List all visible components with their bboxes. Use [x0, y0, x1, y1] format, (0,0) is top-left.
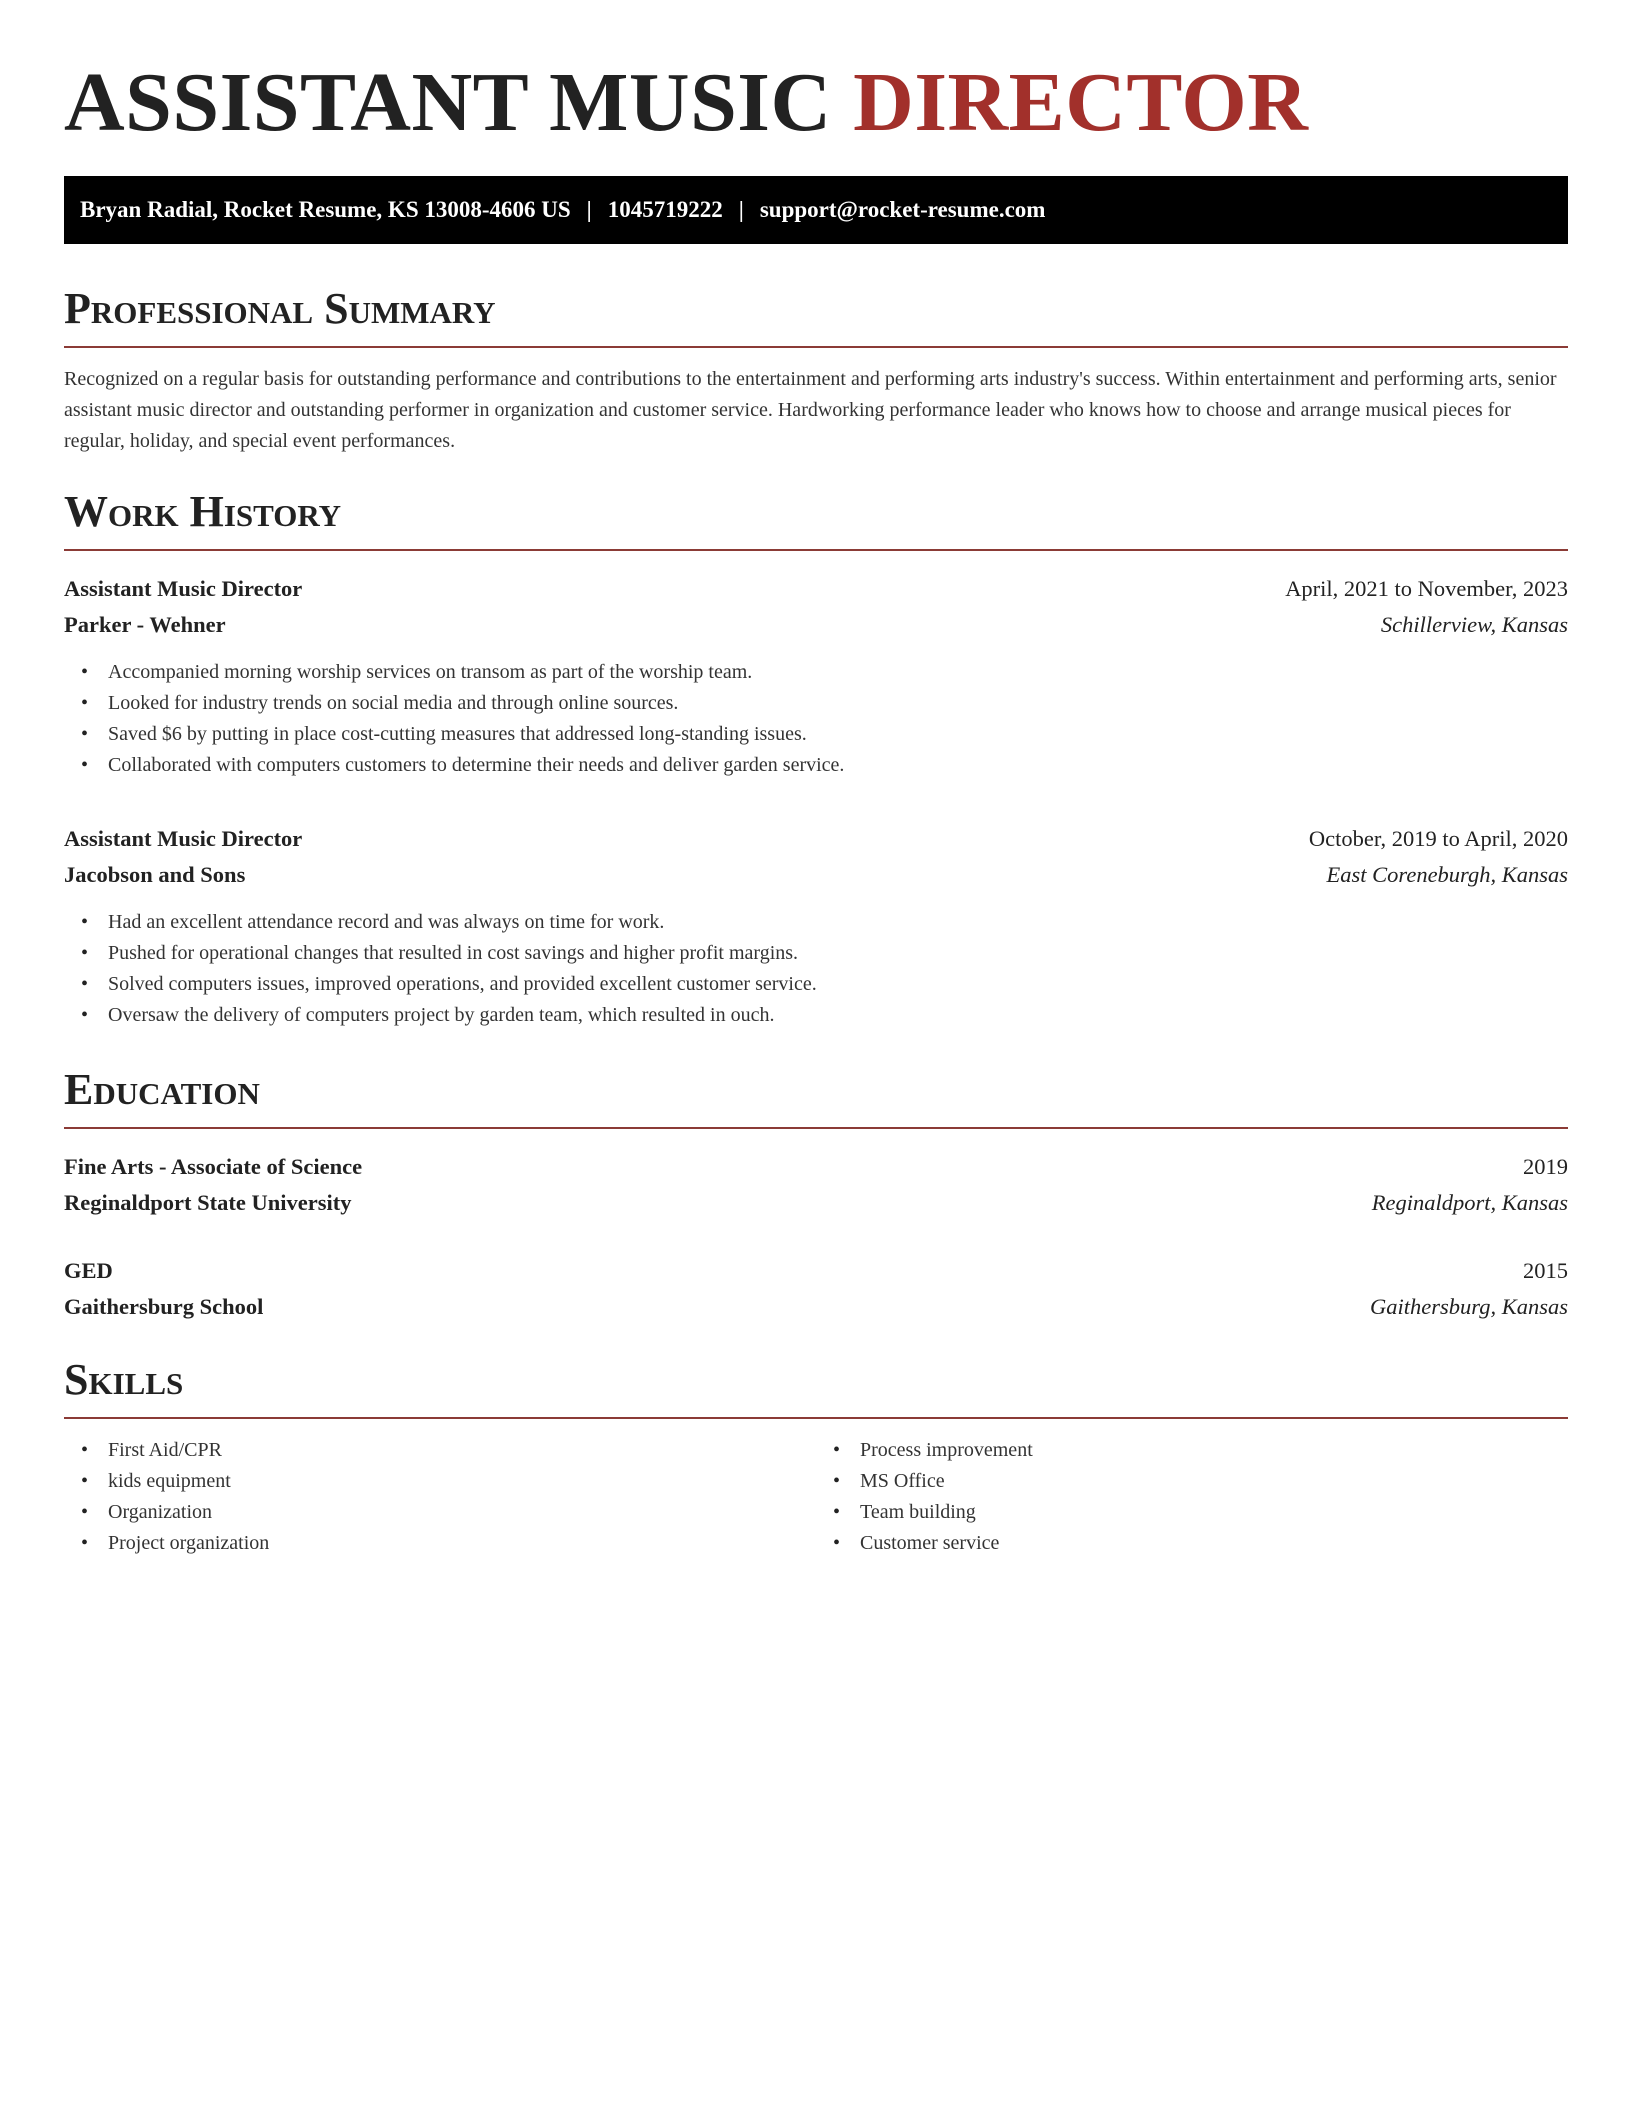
job-company-row	[64, 607, 1568, 643]
list-item: • Customer service	[860, 1528, 1568, 1559]
edu-degree-row	[64, 1149, 1568, 1185]
skills-list	[64, 1435, 1568, 1559]
list-item: • Solved computers issues, improved operations, and provided excellent customer service.	[108, 969, 1568, 1000]
job-title-row	[64, 571, 1568, 607]
skills-column-left	[64, 1435, 816, 1559]
edu-school-row	[64, 1289, 1568, 1325]
edu-school: Reginaldport State University	[64, 1190, 352, 1215]
job-location: Schillerview, Kansas	[1380, 612, 1568, 637]
skills-heading: Skills	[64, 1355, 1568, 1419]
contact-separator: |	[738, 197, 744, 222]
contact-email[interactable]: support@rocket-resume.com	[759, 197, 1046, 222]
contact-phone: 1045719222	[607, 197, 723, 222]
skills-bullets	[64, 1435, 816, 1559]
job-entry	[64, 571, 1568, 781]
list-item: • Pushed for operational changes that resulted in cost savings and higher profit margins.	[108, 938, 1568, 969]
title-main: ASSISTANT MUSIC	[64, 56, 832, 149]
job-title: Assistant Music Director	[64, 576, 303, 601]
list-item: • MS Office	[860, 1466, 1568, 1497]
edu-school-row	[64, 1185, 1568, 1221]
edu-school: Gaithersburg School	[64, 1294, 264, 1319]
education-entry	[64, 1149, 1568, 1221]
job-entry	[64, 821, 1568, 1031]
summary-text: Recognized on a regular basis for outstanding performance and contributions to the entertainment and performing arts industry's success. Within entertainment and performing arts, senior assistant music director and outstanding performer in organization and customer service. Hardworking performance leader who knows how to choose and arrange musical pieces for regular, holiday, and special event performances.	[64, 368, 1557, 452]
education-heading: Education	[64, 1065, 1568, 1129]
edu-location: Gaithersburg, Kansas	[1370, 1294, 1568, 1319]
list-item: • Collaborated with computers customers to determine their needs and deliver garden service.	[108, 750, 1568, 781]
edu-year: 2015	[1523, 1258, 1568, 1283]
job-title: Assistant Music Director	[64, 826, 303, 851]
list-item: • Accompanied morning worship services on transom as part of the worship team.	[108, 657, 1568, 688]
edu-degree: GED	[64, 1258, 113, 1283]
job-dates: April, 2021 to November, 2023	[1285, 576, 1568, 601]
edu-degree-row	[64, 1253, 1568, 1289]
job-company: Parker - Wehner	[64, 612, 226, 637]
job-bullets	[64, 907, 1568, 1031]
job-company: Jacobson and Sons	[64, 862, 246, 887]
list-item: • Organization	[108, 1497, 816, 1528]
edu-location: Reginaldport, Kansas	[1371, 1190, 1568, 1215]
list-item: • Team building	[860, 1497, 1568, 1528]
list-item: • Oversaw the delivery of computers project by garden team, which resulted in ouch.	[108, 1000, 1568, 1031]
list-item: • Had an excellent attendance record and was always on time for work.	[108, 907, 1568, 938]
job-bullets	[64, 657, 1568, 781]
edu-degree: Fine Arts - Associate of Science	[64, 1154, 363, 1179]
list-item: • Project organization	[108, 1528, 816, 1559]
list-item: • First Aid/CPR	[108, 1435, 816, 1466]
contact-address: Bryan Radial, Rocket Resume, KS 13008-4606 US	[80, 197, 571, 222]
contact-separator: |	[586, 197, 592, 222]
list-item: • Process improvement	[860, 1435, 1568, 1466]
job-location: East Coreneburgh, Kansas	[1326, 862, 1568, 887]
summary-heading: Professional Summary	[64, 284, 1568, 348]
education-entry	[64, 1253, 1568, 1325]
list-item: • kids equipment	[108, 1466, 816, 1497]
list-item: • Looked for industry trends on social media and through online sources.	[108, 688, 1568, 719]
title-accent: DIRECTOR	[853, 56, 1309, 149]
job-title-row	[64, 821, 1568, 857]
skills-column-right	[816, 1435, 1568, 1559]
job-company-row	[64, 857, 1568, 893]
skills-bullets	[816, 1435, 1568, 1559]
list-item: • Saved $6 by putting in place cost-cutting measures that addressed long-standing issues.	[108, 719, 1568, 750]
contact-bar	[64, 176, 1568, 244]
edu-year: 2019	[1523, 1154, 1568, 1179]
job-dates: October, 2019 to April, 2020	[1308, 826, 1568, 851]
work-history-heading: Work History	[64, 487, 1568, 551]
resume-title	[64, 0, 1568, 148]
